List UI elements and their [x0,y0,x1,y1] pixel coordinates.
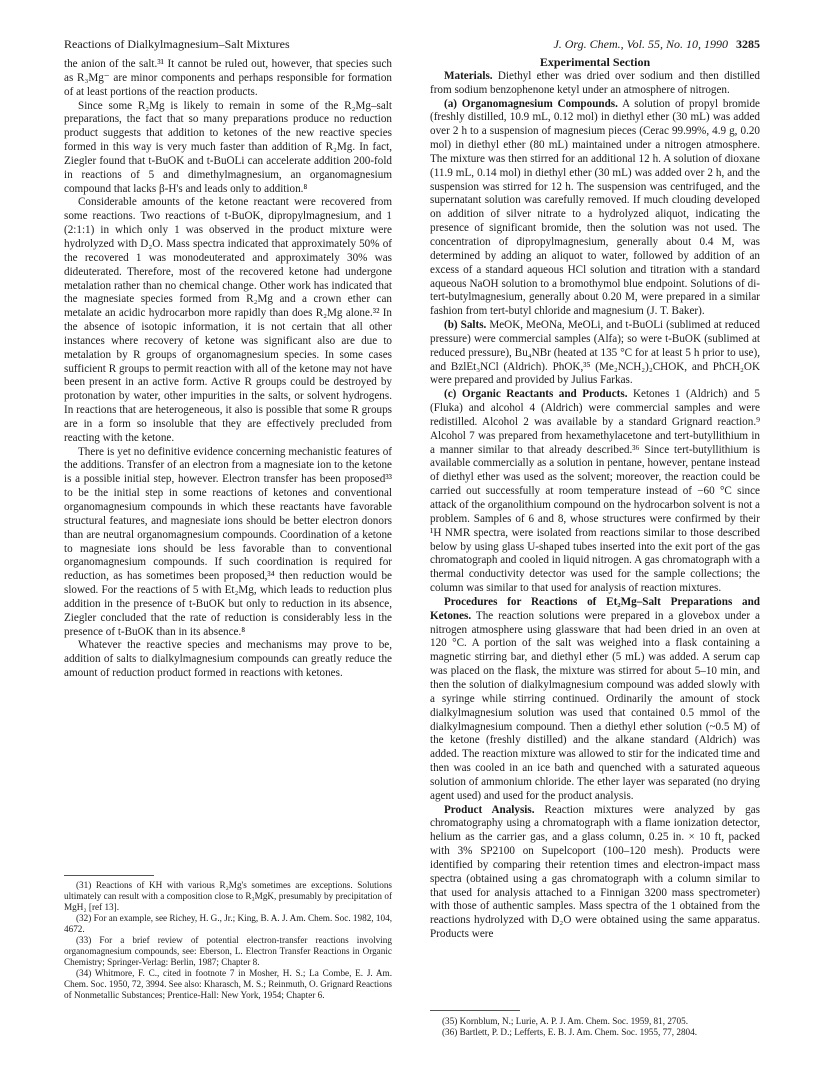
journal-name: J. Org. Chem., Vol. 55, No. 10, 1990 [553,37,728,51]
footnote: (36) Bartlett, P. D.; Lefferts, E. B. J. Am. Chem. Soc. 1955, 77, 2804. [442,1027,698,1037]
footnote: (35) Kornblum, N.; Lurie, A. P. J. Am. Chem. Soc. 1959, 81, 2705. [442,1016,689,1026]
paragraph-text: A solution of propyl bromide (freshly distilled, 10.9 mL, 0.12 mol) in diethyl ether (30 mL) was added over 2 h to a suspension of magnesium pieces (Cerac 99.99%, 4.9 g, 0.20 mol) in diethyl ether (80 mL) maintained under a nitrogen atmosphere. The mixture was then stirred for an additional 12 h. A solution of dioxane (11.9 mL, 0.14 mol) in diethyl ether (30 mL) was added over 2 h, and the suspension was stirred for 12 h. The suspension was centrifuged, and the supernatant solution was carefully removed. If much clouding developed on addition of silver nitrate to a hydrolyzed aliquot, indicating the presence of significant bromide, then the solution was not used. The concentration of dipropylmagnesium, generally about 0.4 M, was determined by adding an aliquot to water, followed by addition of an excess of a standard aqueous HCl solution and titration with a standard aqueous NaOH solution to a bromothymol blue endpoint. Solutions of di-tert-butylmagnesium, generally about 0.20 M, were prepared in a similar fashion from tert-butyl chloride and magnesium (J. T. Baker). [430,97,760,318]
journal-citation [553,36,760,52]
paragraph-text: The reaction solutions were prepared in a glovebox under a nitrogen atmosphere using glassware that had been dried in an oven at 120 °C. A portion of the salt was weighed into a flask containing a magnetic stirring bar, and diethyl ether (5 mL) was added. A serum cap was placed on the flask, the mixture was stirred for about 5–10 min, and then the solution of dialkylmagnesium compound was added slowly with a syringe while stirring continued. Ordinarily the amount of stock dialkylmagnesium solution was used that contained 0.5 mmol of the dialkylmagnesium compound. Then a diethyl ether solution (~0.5 M) of the ketone (freshly distilled) and the alkane standard (Aldrich) was added. The reaction mixture was allowed to stir for the indicated time and then was cooled in an ice bath and quenched with a saturated aqueous solution of ammonium chloride. The ether layer was separated (no drying agent used) and used for the product analysis. [430,609,760,802]
subsection-heading: Procedures for Reactions of Et₂Mg–Salt Preparations and Ketones. [430,595,760,622]
left-column [64,58,392,681]
footnote-divider [430,1010,520,1011]
right-column [430,56,760,942]
footnote: (31) Reactions of KH with various R₂Mg's sometimes are exceptions. Solutions ultimately can result with a composition close to R₃MgK, presumably by precipitation of MgH₂ [ref 13]. [64,880,392,912]
subsection-heading: (c) Organic Reactants and Products. [444,388,628,401]
organomagnesium-paragraph [430,98,760,320]
paragraph-text: Diethyl ether was dried over sodium and then distilled from sodium benzophenone ketyl under an atmosphere of nitrogen. [430,69,760,96]
footnote: (32) For an example, see Richey, H. G., Jr.; King, B. A. J. Am. Chem. Soc. 1982, 104, 4672. [64,913,392,934]
footnote: (33) For a brief review of potential electron-transfer reactions involving organomagnesium compounds, see: Eberson, L. Electron Transfer Reactions in Organic Chemistry; Springer-Verlag: Berlin, 1987; Chapter 8. [64,935,392,967]
salts-paragraph [430,319,760,388]
footnotes-right [430,1016,760,1038]
paragraph-text: Ketones 1 (Aldrich) and 5 (Fluka) and alcohol 4 (Aldrich) were commercial samples and were redistilled. Alcohol 2 was available by a standard Grignard reaction.⁹ Alcohol 7 was prepared from hexamethylacetone and tert-butyllithium in a manner similar to that already described.³⁶ Since tert-butyllithium is available commercially as a solution in pentane, however, pentane instead of diethyl ether was used as the solvent; moreover, the reaction could be carried out successfully at room temperature instead of −60 °C since attack of the organolithium compound on the hydrocarbon solvent is not a problem. Samples of 6 and 8, whose structures were confirmed by their ¹H NMR spectra, were isolated from reactions similar to those described below by using glass U-shaped tubes inserted into the exit port of the gas chromatograph and cooled in liquid nitrogen. A gas chromatograph with a thermal conductivity detector was used for the sample collections; the column was similar to that used for analysis of reaction mixtures. [430,388,760,595]
organic-reactants-paragraph [430,388,760,596]
footnote: (34) Whitmore, F. C., cited in footnote 7 in Mosher, H. S.; La Combe, E. J. Am. Chem. Soc. 1950, 72, 3994. See also: Kharasch, M. S.; Reinmuth, O. Grignard Reactions of Nonmetallic Substances; Prentice-Hall: New York, 1954; Chapter 6. [64,968,392,1000]
page-number: 3285 [736,37,760,51]
body-paragraph: Considerable amounts of the ketone reactant were recovered from some reactions. Two reactions of t-BuOK, dipropylmagnesium, and 1 (2:1:1) in which only 1 was observed in the product mixture were hydrolyzed with D₂O. Mass spectra indicated that approximately 50% of the recovered 1 was monodeuterated and approximately 30% was dideuterated. Therefore, most of the recovered ketone had undergone metalation rather than no chemical change. Other work has indicated that the magnesiate species formed from R₂Mg and a crown ether can metalate an acidic hydrocarbon more rapidly than does R₂Mg alone.³² In the absence of isotopic information, it is not certain that all other instances where recovery of ketone was significant also are due to metalation by R groups of organomagnesium species. In some cases sufficient R groups to permit reaction with all of the ketone may not have been present in an active form. Active R groups could be destroyed by protonation by water, other impurities in the salts, or solvent hydrogens. In reactions that are heterogeneous, it also is possible that some R groups are in a form so insoluble that they are effectively precluded from reacting with the ketone. [64,196,392,444]
subsection-heading: (a) Organomagnesium Compounds. [444,97,618,110]
materials-paragraph [430,70,760,98]
paragraph-text: Reaction mixtures were analyzed by gas chromatography using a chromatograph with a flame ionization detector, helium as the carrier gas, and a glass column, 0.25 in. × 10 ft, packed with 3% SP2100 on Supelcoport (100–120 mesh). Products were identified by comparing their retention times and electron-impact mass spectra (obtained using a gas chromatograph with a column similar to that used for analysis attached to a Finnigan 3200 mass spectrometer) with those of authentic samples. Mass spectra of the 1 obtained from the reactions hydrolyzed with D₂O were obtained using the same apparatus. Products were [430,803,760,941]
subsection-heading: (b) Salts. [444,319,487,332]
subsection-heading: Product Analysis. [444,803,535,816]
footnote-divider [64,875,154,876]
footnotes-left [64,880,392,1001]
paragraph-text: MeOK, MeONa, MeOLi, and t-BuOLi (sublimed at reduced pressure) were commercial samples (Alfa); so were t-BuOK (sublimed at reduced pressure), Bu₄NBr (heated at 135 °C for at least 5 h prior to use), and BzlEt₃NCl (Aldrich). PhOK,³⁵ (Me₂NCH₂)₂CHOK, and PhCH₂OK were prepared and provided by Julius Farkas. [430,319,760,387]
body-paragraph: There is yet no definitive evidence concerning mechanistic features of the additions. Transfer of an electron from a magnesiate ion to the ketone is a possible initial step, however. Electron transfer has been proposed³³ to be the initial step in some reactions of ketones and conventional organomagnesium compounds in which these reactants have favorable structural features, and magnesiate ions should be better electron donors than are neutral organomagnesium compounds. Coordination of a ketone to magnesiate ions should be less favorable than to conventional organomagnesium compounds. If such coordination is required for reduction, as has sometimes been proposed,³⁴ then reduction would be slowed. For the reactions of 5 with Et₂Mg, which leads to reduction plus addition in the presence of t-BuOK but only to reduction in its absence, Ziegler concluded that the rate of reduction is considerably less in the presence of t-BuOK than in its absence.⁸ [64,445,392,638]
body-paragraph: Whatever the reactive species and mechanisms may prove to be, addition of salts to dialkylmagnesium compounds can greatly reduce the amount of reduction product formed in reactions with ketones. [64,639,392,680]
running-header [64,36,760,52]
body-paragraph: Since some R₂Mg is likely to remain in some of the R₂Mg–salt preparations, the fact that so many preparations produce no reduction product suggests that addition to ketones of the new reactive species formed in this way is very much faster than addition of R₂Mg. In fact, Ziegler found that t-BuOK and t-BuOLi can accelerate addition 200-fold in reactions of 5 and dimethylmagnesium, an organomagnesium compound that lacks β-H's and leads only to addition.⁸ [64,99,392,195]
product-analysis-paragraph [430,804,760,942]
subsection-heading: Materials. [444,69,493,82]
running-title: Reactions of Dialkylmagnesium–Salt Mixtures [64,37,290,51]
section-heading: Experimental Section [539,55,651,69]
procedures-paragraph [430,596,760,804]
body-paragraph: the anion of the salt.³¹ It cannot be ruled out, however, that species such as R₃Mg⁻ are minor components and perhaps responsible for formation of at least portions of the reaction products. [64,58,392,98]
